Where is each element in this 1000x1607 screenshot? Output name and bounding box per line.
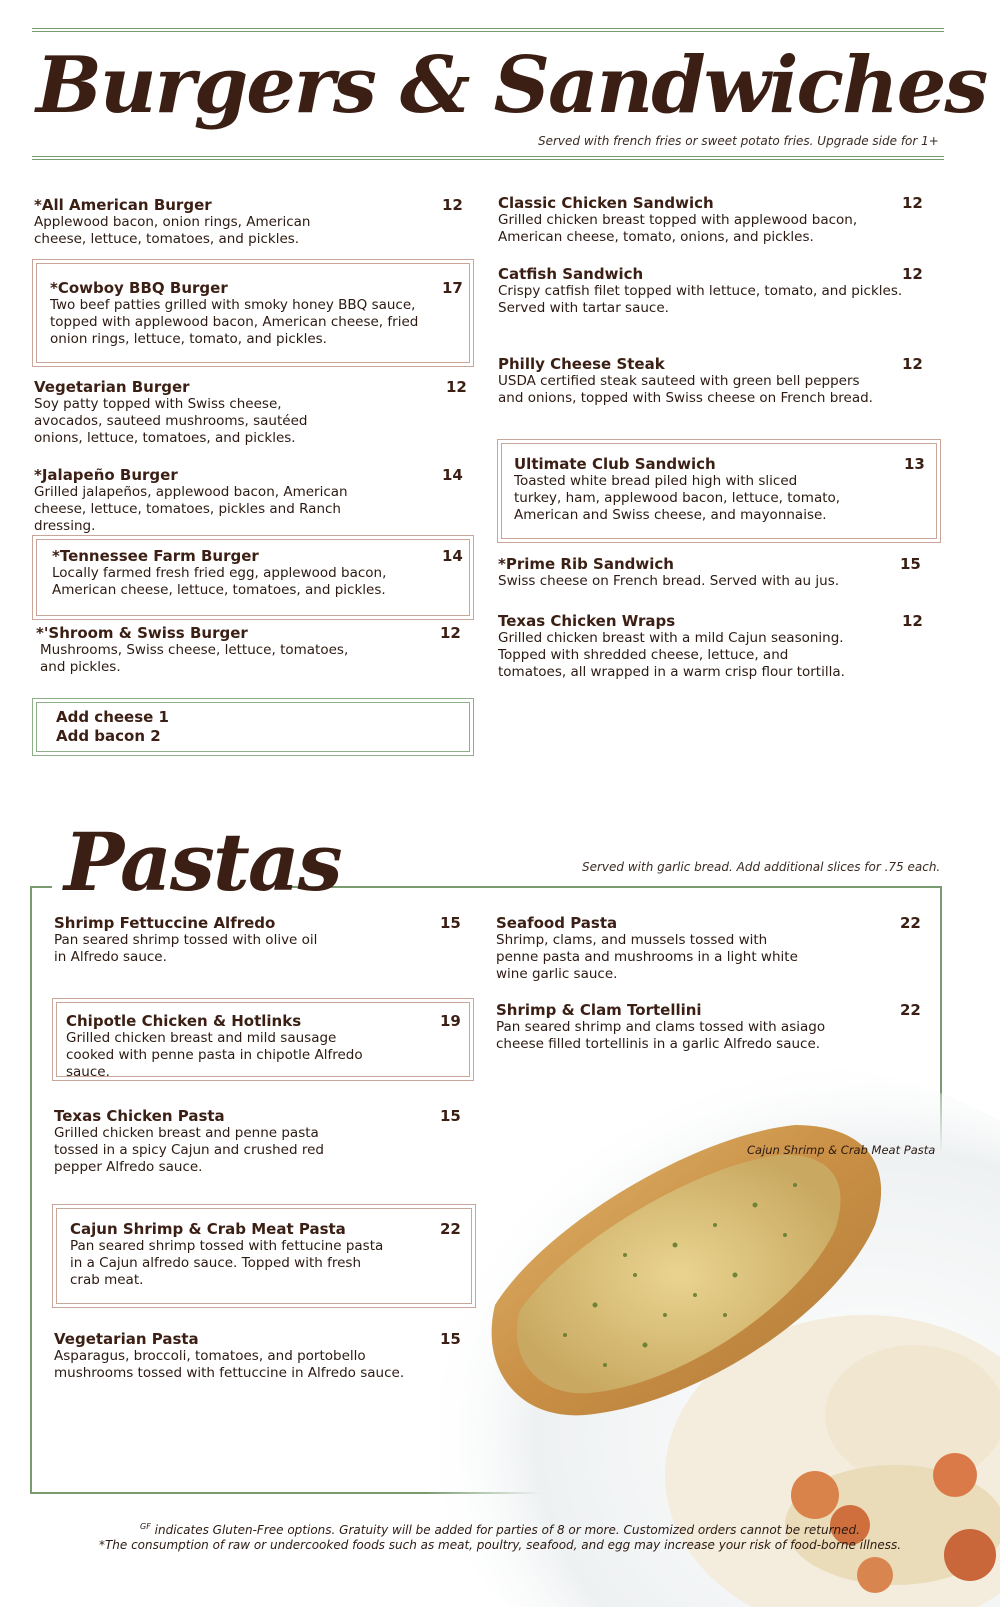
item-price: 12 [902, 194, 923, 212]
item-desc: Pan seared shrimp tossed with olive oil in Alfredo sauce. [54, 932, 318, 965]
item-price: 22 [900, 914, 921, 932]
menu-item [34, 378, 467, 447]
item-desc: Toasted white bread piled high with sliced turkey, ham, applewood bacon, lettuce, tomato, American and Swiss cheese, and mayonnaise. [514, 473, 841, 523]
item-price: 15 [440, 914, 461, 932]
item-desc: Applewood bacon, onion rings, American cheese, lettuce, tomatoes, and pickles. [34, 214, 311, 247]
item-price: 22 [900, 1001, 921, 1019]
item-desc: Asparagus, broccoli, tomatoes, and portobello mushrooms tossed with fettuccine in Alfredo sauce. [54, 1348, 405, 1381]
item-price: 15 [440, 1330, 461, 1348]
item-price: 12 [442, 196, 463, 214]
menu-item [54, 914, 474, 966]
item-price: 22 [440, 1220, 461, 1238]
menu-item [54, 1107, 474, 1176]
item-name: Shrimp & Clam Tortellini [496, 1001, 702, 1019]
item-name: Seafood Pasta [496, 914, 618, 932]
menu-item [34, 466, 464, 535]
item-desc: USDA certified steak sauteed with green bell peppers and onions, topped with Swiss cheese on French bread. [498, 373, 873, 406]
item-name: Classic Chicken Sandwich [498, 194, 714, 212]
item-price: 14 [442, 466, 463, 484]
item-name: *'Shroom & Swiss Burger [36, 624, 248, 642]
menu-item [70, 1220, 470, 1289]
gf-superscript: GF [140, 1522, 151, 1531]
footer-gf-note [0, 1522, 1000, 1537]
item-price: 15 [440, 1107, 461, 1125]
menu-item [498, 194, 923, 246]
footer-line-1: indicates Gluten-Free options. Gratuity will be added for parties of 8 or more. Customized orders cannot be returned. [154, 1523, 860, 1537]
item-desc: Shrimp, clams, and mussels tossed with penne pasta and mushrooms in a light white wine garlic sauce. [496, 932, 798, 982]
item-name: Shrimp Fettuccine Alfredo [54, 914, 276, 932]
item-name: Vegetarian Burger [34, 378, 190, 396]
item-price: 15 [900, 555, 921, 573]
item-price: 12 [440, 624, 461, 642]
item-price: 12 [902, 265, 923, 283]
menu-item [54, 1330, 474, 1382]
burgers-rule [32, 156, 944, 160]
menu-item [36, 624, 466, 676]
item-name: *All American Burger [34, 196, 212, 214]
item-name: Chipotle Chicken & Hotlinks [66, 1012, 302, 1030]
item-price: 17 [442, 279, 463, 297]
item-desc: Grilled chicken breast with a mild Cajun seasoning. Topped with shredded cheese, lettuce, and tomatoes, all wrapped in a warm crisp flour tortilla. [498, 630, 845, 680]
item-desc: Crispy catfish filet topped with lettuce, tomato, and pickles. Served with tartar sauce. [498, 283, 903, 316]
item-price: 12 [902, 612, 923, 630]
item-desc: Pan seared shrimp and clams tossed with asiago cheese filled tortellinis in a garlic Alfredo sauce. [496, 1019, 826, 1052]
item-desc: Grilled chicken breast topped with applewood bacon, American cheese, tomato, onions, and pickles. [498, 212, 858, 245]
menu-item [496, 914, 926, 983]
item-name: *Tennessee Farm Burger [52, 547, 259, 565]
item-name: Catfish Sandwich [498, 265, 644, 283]
pastas-title: Pastas [64, 815, 341, 909]
menu-item [52, 547, 472, 599]
item-name: Vegetarian Pasta [54, 1330, 199, 1348]
item-desc: Grilled chicken breast and mild sausage cooked with penne pasta in chipotle Alfredo sauce. [66, 1030, 363, 1080]
item-price: 12 [902, 355, 923, 373]
burgers-note: Served with french fries or sweet potato fries. Upgrade side for 1+ [538, 134, 939, 148]
item-name: Ultimate Club Sandwich [514, 455, 716, 473]
footer-line-2: *The consumption of raw or undercooked foods such as meat, poultry, seafood, and egg may increase your risk of food-borne illness. [98, 1538, 902, 1552]
addon-cheese: Add cheese 1 [56, 708, 169, 726]
menu-item [50, 279, 470, 348]
item-desc: Locally farmed fresh fried egg, applewood bacon, American cheese, lettuce, tomatoes, and pickles. [52, 565, 387, 598]
item-name: *Jalapeño Burger [34, 466, 178, 484]
menu-item [498, 265, 923, 317]
burgers-title: Burgers & Sandwiches [36, 40, 987, 131]
item-price: 12 [446, 378, 467, 396]
item-name: Philly Cheese Steak [498, 355, 665, 373]
item-desc: Mushrooms, Swiss cheese, lettuce, tomatoes, and pickles. [40, 642, 349, 675]
menu-item [498, 355, 923, 407]
item-name: *Prime Rib Sandwich [498, 555, 674, 573]
item-price: 19 [440, 1012, 461, 1030]
item-name: Texas Chicken Pasta [54, 1107, 225, 1125]
item-name: Cajun Shrimp & Crab Meat Pasta [70, 1220, 346, 1238]
pastas-note: Served with garlic bread. Add additional slices for .75 each. [582, 860, 941, 874]
menu-item [66, 1012, 466, 1081]
item-price: 13 [904, 455, 925, 473]
addon-bacon: Add bacon 2 [56, 727, 161, 745]
item-name: Texas Chicken Wraps [498, 612, 676, 630]
photo-caption: Cajun Shrimp & Crab Meat Pasta [747, 1143, 936, 1157]
addons-list [56, 708, 169, 746]
item-desc: Grilled jalapeños, applewood bacon, American cheese, lettuce, tomatoes, pickles and Ranch dressing. [34, 484, 348, 534]
menu-item [514, 455, 924, 524]
item-desc: Swiss cheese on French bread. Served with au jus. [498, 573, 840, 589]
item-name: *Cowboy BBQ Burger [50, 279, 228, 297]
item-desc: Grilled chicken breast and penne pasta tossed in a spicy Cajun and crushed red pepper Alfredo sauce. [54, 1125, 324, 1175]
item-price: 14 [442, 547, 463, 565]
menu-item [34, 196, 464, 248]
menu-item [496, 1001, 926, 1053]
top-rule [32, 28, 944, 32]
item-desc: Soy patty topped with Swiss cheese, avocados, sauteed mushrooms, sautéed onions, lettuce, tomatoes, and pickles. [34, 396, 308, 446]
menu-item [498, 555, 921, 590]
item-desc: Two beef patties grilled with smoky honey BBQ sauce, topped with applewood bacon, American cheese, fried onion rings, lettuce, tomato, and pickles. [50, 297, 419, 347]
menu-item [498, 612, 923, 681]
item-desc: Pan seared shrimp tossed with fettucine pasta in a Cajun alfredo sauce. Topped with fresh crab meat. [70, 1238, 384, 1288]
